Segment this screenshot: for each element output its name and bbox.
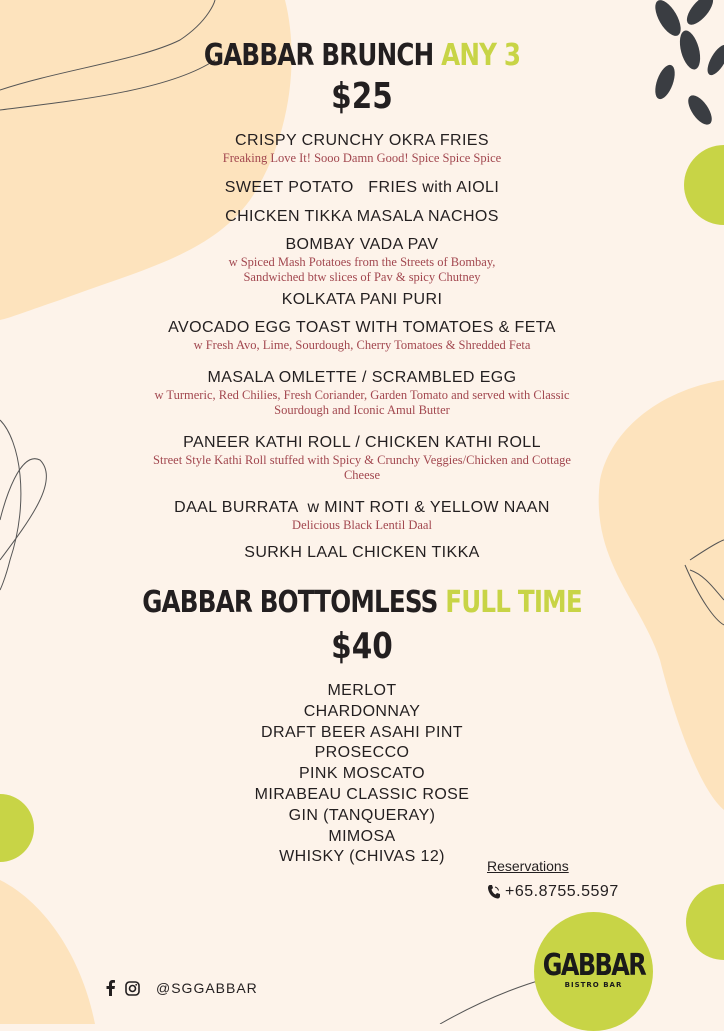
menu-item — [0, 290, 724, 310]
drink-item: PROSECCO — [314, 744, 410, 762]
phone-icon — [487, 884, 501, 900]
menu-item — [0, 318, 724, 353]
menu-item — [0, 178, 724, 198]
social-handle: @SGGABBAR — [156, 980, 258, 996]
menu-item — [0, 433, 724, 483]
facebook-icon[interactable] — [106, 980, 115, 996]
brunch-title-text: GABBAR BRUNCH — [203, 38, 434, 73]
menu-item-name: AVOCADO EGG TOAST WITH TOMATOES & FETA — [168, 319, 556, 336]
reservations-label: Reservations — [487, 858, 569, 874]
menu-item — [0, 235, 724, 285]
menu-item-name: SWEET POTATO FRIES with AIOLI — [224, 179, 500, 196]
drink-item: PINK MOSCATO — [298, 765, 425, 783]
drink-item: DRAFT BEER ASAHI PINT — [261, 723, 463, 741]
menu-item — [0, 498, 724, 533]
bottomless-title — [65, 585, 659, 620]
menu-item-desc: w Fresh Avo, Lime, Sourdough, Cherry Tomatoes & Shredded Feta — [193, 338, 531, 352]
bottomless-price: $40 — [331, 626, 393, 667]
drink-item: MIRABEAU CLASSIC ROSE — [254, 785, 470, 803]
drink-item: MIMOSA — [328, 827, 396, 845]
menu-item — [0, 207, 724, 227]
menu-item-name: DAAL BURRATA w MINT ROTI & YELLOW NAAN — [174, 499, 550, 516]
drink-item: WHISKY (CHIVAS 12) — [279, 848, 445, 866]
menu-item — [0, 368, 724, 418]
drink-item: MERLOT — [327, 682, 397, 699]
menu-item-name: PANEER KATHI ROLL / CHICKEN KATHI ROLL — [183, 434, 541, 451]
bottomless-title-accent: FULL TIME — [445, 585, 582, 620]
menu-item-desc: w Spiced Mash Potatoes from the Streets of Bombay, Sandwiched btw slices of Pav & spicy Chutney — [228, 255, 496, 284]
menu-item-name: SURKH LAAL CHICKEN TIKKA — [244, 544, 480, 561]
menu-item-name: CRISPY CRUNCHY OKRA FRIES — [235, 132, 489, 149]
menu-item-desc: Delicious Black Lentil Daal — [292, 518, 432, 532]
menu-item-name: CHICKEN TIKKA MASALA NACHOS — [225, 208, 499, 225]
reservations-phone[interactable] — [487, 883, 619, 901]
menu-item-desc: w Turmeric, Red Chilies, Fresh Coriander, Garden Tomato and served with Classic Sourdough and Iconic Amul Butter — [154, 388, 570, 417]
brunch-title-accent: ANY 3 — [441, 38, 521, 73]
bottomless-title-text: GABBAR BOTTOMLESS — [142, 585, 438, 620]
phone-number: +65.8755.5597 — [505, 883, 619, 900]
drink-item: CHARDONNAY — [303, 702, 421, 720]
drinks-list — [0, 681, 724, 868]
instagram-icon[interactable] — [125, 981, 140, 996]
menu-item-name: BOMBAY VADA PAV — [285, 236, 439, 253]
social-links — [106, 980, 258, 996]
brunch-price: $25 — [331, 76, 393, 117]
logo-sub: BISTRO BAR — [564, 981, 623, 989]
gabbar-logo — [534, 912, 653, 1031]
logo-word: GABBAR — [542, 948, 645, 983]
menu-item — [0, 543, 724, 563]
brunch-title — [65, 38, 659, 73]
menu-item-desc: Street Style Kathi Roll stuffed with Spicy & Crunchy Veggies/Chicken and Cottage Cheese — [153, 453, 571, 482]
menu-item — [0, 131, 724, 166]
menu-item-name: MASALA OMLETTE / SCRAMBLED EGG — [207, 369, 517, 386]
menu-item-name: KOLKATA PANI PURI — [281, 291, 443, 308]
drink-item: GIN (TANQUERAY) — [288, 806, 436, 824]
menu-item-desc: Freaking Love It! Sooo Damn Good! Spice Spice Spice — [222, 151, 502, 165]
